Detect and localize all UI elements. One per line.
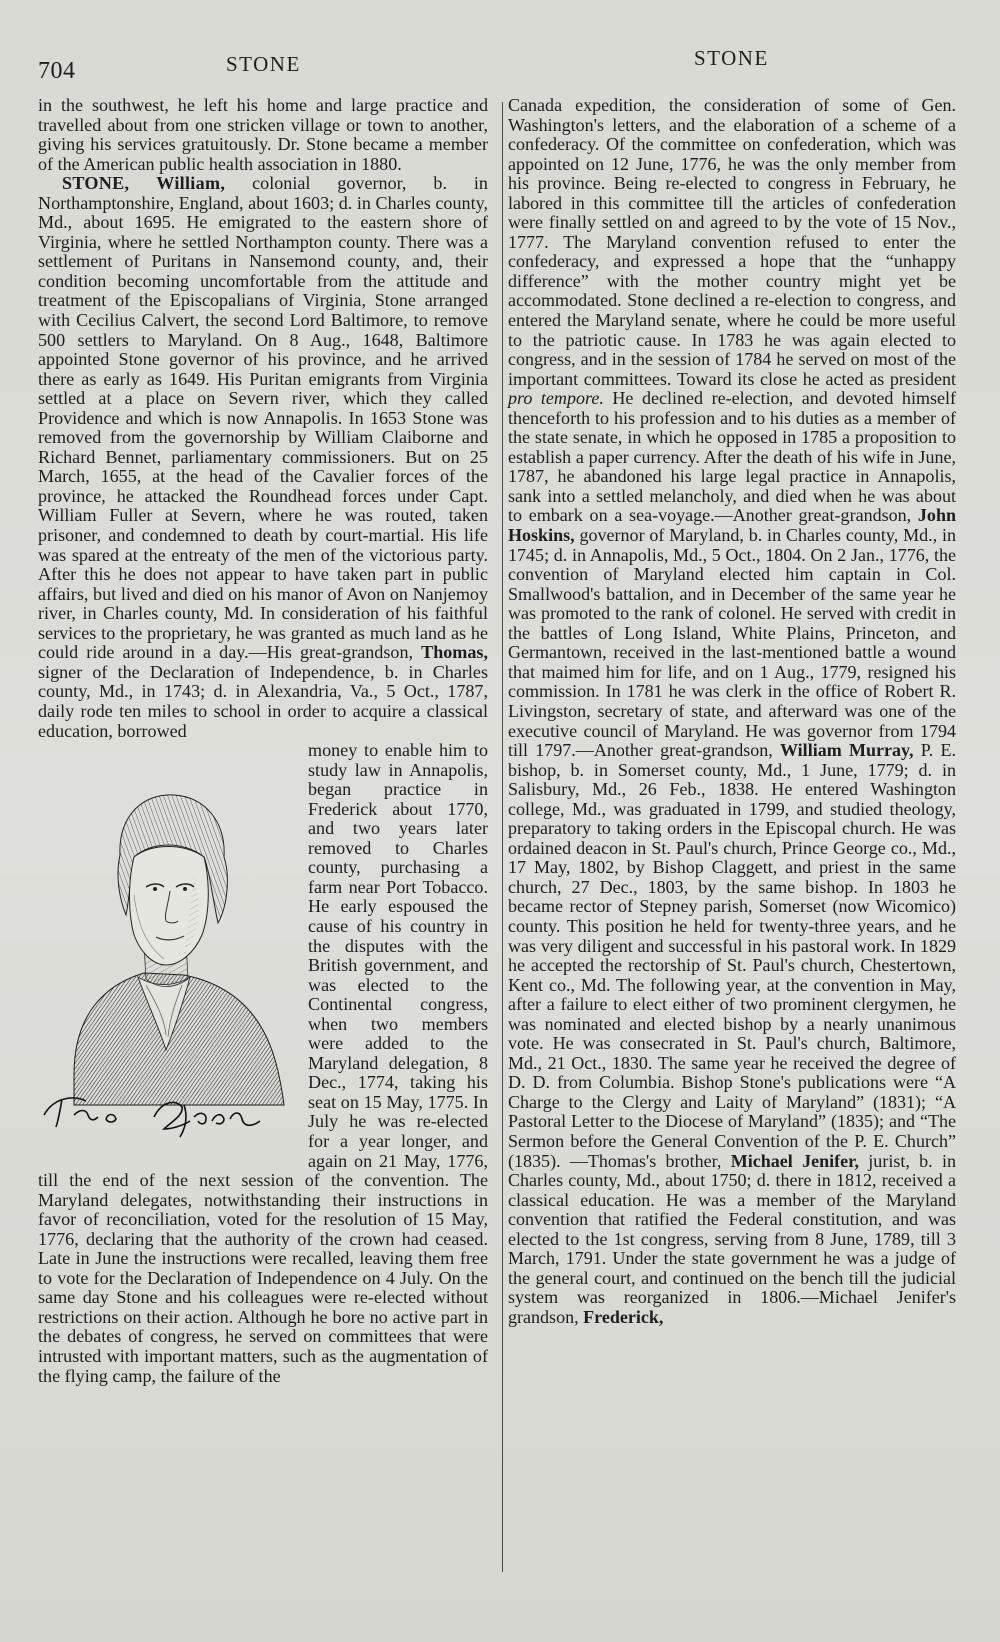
entry-text-continued: money to enable him to study law in Annapolis, began practice in Frederick about 1770, and two years later removed to Charles county, purchasing a farm near Port Tobacco. He early espoused the cause of his country in the disputes with the British government, and was elected to the Continental congress, when two members were added to the Maryland delegation, 8 Dec., 1774, taking his seat on 15 May, 1775. In July he was re-elected for a year longer, and again on 21 May, 1776, till the end of the next session of the convention. The Maryland delegates, notwithstanding their instructions in favor of reconciliation, voted for the resolution of 15 May, 1776, declaring that the authority of the crown had ceased. Late in June the instructions were recalled, leaving them free to vote for the Declaration of Independence on 4 July. On the same day Stone and his colleagues were re-elected without restrictions on their action. Although he bore no active part in the debates of congress, he served on committees that were intrusted with important matters, such as the augmentation of the flying camp, the failure of the xyxy=(38,740,488,1386)
entry-text: jurist, b. in Charles county, Md., about 1750; d. there in 1812, received a classical education. He was a member of the Maryland convention that ratified the Federal constitution, and was elected to the 1st congress, serving from 8 June, 1789, till 3 March, 1791. Under the state government he was a judge of the general court, and continued on the bench till the judicial system was reorganized in 1806.—Michael Jenifer's grandson, xyxy=(508,1150,956,1327)
column-rule xyxy=(502,102,503,1572)
running-head-right: STONE xyxy=(694,46,769,70)
entry-heading-frederick: Frederick, xyxy=(583,1306,664,1327)
entry-heading-michael-jenifer: Michael Jenifer, xyxy=(730,1150,859,1171)
entry-heading-thomas: Thomas, xyxy=(421,642,488,663)
entry-thomas-continued xyxy=(508,96,956,1327)
entry-william-stone xyxy=(38,174,488,741)
entry-text: signer of the Declaration of Independence, b. in Charles county, Md., in 1743; d. in Alexandria, Va., 5 Oct., 1787, daily rode ten miles to school in order to acquire a classical education, borrowed xyxy=(38,661,488,741)
entry-text: Canada expedition, the consideration of some of Gen. Washington's letters, and the elaboration of a scheme of a confederacy. Of the committee on confederation, which was appointed on 12 June, 1776, he was the only member from his province. Being re-elected to congress in February, he labored in this committee till the articles of confederation were finally settled on and agreed to by the vote of 15 Nov., 1777. The Maryland convention refused to enter the confederacy, and expressed a hope that the “unhappy difference” with the mother country might yet be accommodated. Stone declined a re-election to congress, and entered the Maryland senate, where he could be more useful to the patriotic cause. In 1783 he was again elected to congress, and in the session of 1784 he served on most of the important committees. Toward its close he acted as president xyxy=(508,95,956,389)
right-column xyxy=(508,96,956,1327)
page-number: 704 xyxy=(38,58,76,84)
entry-text: He declined re-election, and devoted himself thenceforth to his profession and to his duties as a member of the state senate, in which he opposed in 1785 a proposition to establish a paper currency. After the death of his wife in June, 1787, he abandoned his large legal practice in Annapolis, sank into a settled melancholy, and died when he was about to embark on a sea-voyage.—Another great-grandson, xyxy=(508,388,957,526)
entry-text: colonial governor, b. in Northamptonshire, England, about 1603; d. in Charles county, Md., about 1695. He emigrated to the eastern shore of Virginia, where he settled Northampton county. There was a settlement of Puritans in Nansemond county, and, their condition becoming uncomfortable from the attitude and treatment of the Episcopalians of Virginia, Stone arranged with Cecilius Calvert, the second Lord Baltimore, to remove 500 settlers to Maryland. On 8 Aug., 1648, Baltimore appointed Stone governor of his province, and he arrived there as early as 1649. His Puritan emigrants from Virginia settled at a place on Severn river, which they called Providence and which is now Annapolis. In 1653 Stone was removed from the governorship by William Claiborne and Richard Bennet, parliamentary commissioners. But on 25 March, 1655, at the head of the Cavalier forces of the province, he attacked the Roundhead forces under Capt. William Fuller at Severn, where he was routed, taken prisoner, and condemned to death by court-martial. His life was spared at the entreaty of the men of the victorious party. After this he does not appear to have taken part in public affairs, but lived and died on his manor of Avon on Nanjemoy river, in Charles county, Md. In consideration of his faithful services to the proprietary, he was granted as much land as he could ride around in a day.—His great-grandson, xyxy=(38,173,488,663)
running-head-left: STONE xyxy=(226,52,301,76)
entry-text: governor of Maryland, b. in Charles county, Md., in 1745; d. in Annapolis, Md., 5 Oct., 1804. On 2 Jan., 1776, the convention of Maryland elected him captain in Col. Smallwood's battalion, and in December of the same year he was promoted to the rank of colonel. He served with credit in the battles of Long Island, White Plains, Princeton, and Germantown, received in the last-mentioned battle a wound that maimed him for life, and on 1 Aug., 1779, resigned his commission. In 1781 he was clerk in the office of Robert R. Livingston, secretary of state, and afterward was one of the executive council of Maryland. He was governor from 1794 till 1797.—Another great-grandson, xyxy=(508,525,956,761)
paragraph-continuation: in the southwest, he left his home and large practice and travelled about from one stricken village or town to another, giving his services gratuitously. Dr. Stone became a member of the American public health association in 1880. xyxy=(38,95,488,174)
portrait-thomas-stone-image xyxy=(34,745,296,1165)
italic-phrase: pro tempore. xyxy=(508,388,604,409)
entry-text: P. E. bishop, b. in Somerset county, Md., 1 June, 1779; d. in Salisbury, Md., 26 Feb., 1838. He entered Washington college, Md., was graduated in 1799, and studied theology, preparatory to taking orders in the Episcopal church. He was ordained deacon in St. Paul's church, Prince George co., Md., 17 May, 1802, by Bishop Claggett, and priest in the same church, 27 Dec., 1803, by the same bishop. In 1803 he became rector of Stepney parish, Somerset (now Wicomico) county. This position he held for twenty-three years, and he was very diligent and successful in his pastoral work. In 1829 he accepted the rectorship of St. Paul's church, Chestertown, Kent co., Md. The following year, at the convention in May, after a failure to elect either of two prominent clergymen, he was nominated and elected bishop by a nearly unanimous vote. He was consecrated in St. Paul's church, Baltimore, Md., 21 Oct., 1830. The same year he received the degree of D. D. from Columbia. Bishop Stone's publications were “A Charge to the Clergy and Laity of Maryland” (1831); “A Pastoral Letter to the Diocese of Maryland” (1835); and “The Sermon before the General Convention of the P. E. Church” (1835). —Thomas's brother, xyxy=(508,740,956,1171)
left-column xyxy=(38,96,488,1386)
portrait-engraving xyxy=(34,745,296,1165)
entry-heading-john-hoskins: John Hoskins, xyxy=(508,505,956,546)
entry-heading-william-murray: William Murray, xyxy=(779,740,914,761)
entry-heading-william-stone: STONE, William, xyxy=(62,173,226,194)
